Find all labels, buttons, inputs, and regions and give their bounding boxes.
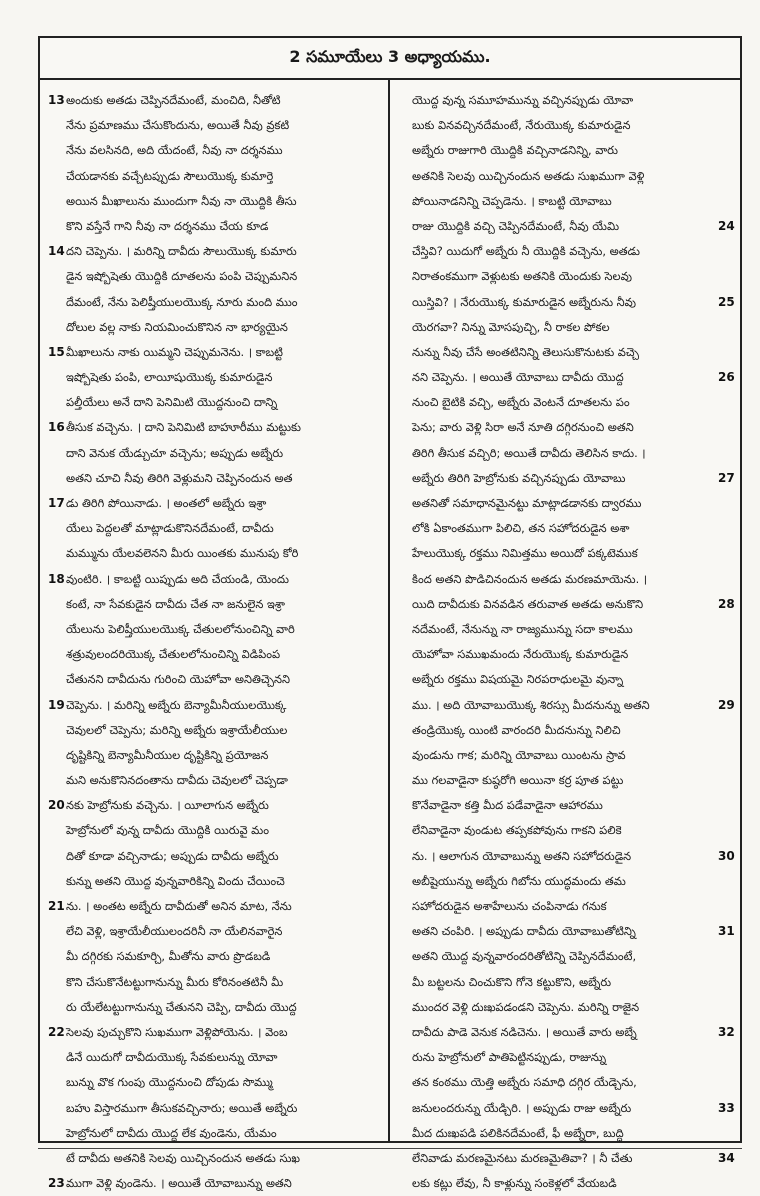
verse-text: దని చెప్పెను. । మరిన్ని దావీదు సౌలుయొక్క కుమారు bbox=[66, 244, 297, 259]
verse-text: యొద్ద వున్న సమూహమున్ను వచ్చినప్పుడు యోవా bbox=[412, 93, 634, 107]
verse-number bbox=[48, 642, 64, 667]
verse-number bbox=[718, 818, 732, 843]
verse-number bbox=[48, 264, 64, 289]
verse-number bbox=[48, 718, 64, 743]
verse-line bbox=[48, 718, 380, 743]
verse-number bbox=[718, 516, 732, 541]
verse-text: అబీషైయున్ను అబ్నేరు గిబోను యుద్ధమందు తమ bbox=[412, 873, 626, 888]
verse-line bbox=[398, 995, 732, 1020]
verse-text: అతనితో సమాధానమైనట్టు మాట్లాడడానకు ద్వారము bbox=[412, 496, 642, 510]
verse-line bbox=[48, 466, 380, 491]
verse-line bbox=[398, 567, 732, 592]
verse-number bbox=[718, 743, 732, 768]
verse-text: నేను వలసినది, అది యేదంటే, నీవు నా దర్శనము bbox=[66, 143, 283, 158]
verse-line bbox=[48, 516, 380, 541]
verse-number bbox=[48, 1070, 64, 1095]
verse-text: ము గలవాడైనా కుష్ఠరోగి అయినా కర్ర పూత పట్టు bbox=[412, 773, 624, 788]
verse-number bbox=[48, 290, 64, 315]
verse-number: 13 bbox=[48, 93, 65, 107]
verse-number bbox=[48, 869, 64, 894]
verse-line bbox=[48, 264, 380, 289]
verse-number: 21 bbox=[48, 899, 65, 913]
verse-line bbox=[48, 844, 380, 869]
verse-number: 29 bbox=[718, 697, 735, 712]
verse-text: శత్రువులందరియొక్క చేతులలోనుంచిన్ని విడిపింప bbox=[66, 647, 281, 662]
verse-number bbox=[48, 189, 64, 214]
verse-text: దితో కూడా వచ్చినాడు; అప్పుడు దావీదు అబ్నేరు bbox=[66, 848, 279, 863]
verse-text: లేనివాడైనా వుండుట తప్పకపోవును గాకని పలికె bbox=[412, 823, 622, 838]
verse-number: 16 bbox=[48, 420, 65, 435]
verse-line bbox=[48, 743, 380, 768]
verse-text: రాజు యొద్దికి వచ్చి చెప్పినదేమంటే, నీవు యేమి bbox=[412, 218, 619, 233]
verse-number: 27 bbox=[718, 470, 735, 485]
verse-text: అతని యొద్ద వున్నవారందరితోటిన్ని చెప్పినదేమంటే, bbox=[412, 949, 637, 964]
verse-number bbox=[48, 541, 64, 566]
verse-line bbox=[398, 466, 735, 491]
verse-line bbox=[48, 441, 380, 466]
verse-text: వుండును గాక; మరిన్ని యోవాబు యింటను స్రావ bbox=[412, 747, 626, 762]
verse-number bbox=[48, 1045, 64, 1070]
verse-text: యేలును పెలిష్తీయులయొక్క చేతులలోనుంచిన్ని వారి bbox=[66, 621, 295, 636]
verse-line bbox=[398, 944, 732, 969]
verse-text: దోలుల వల్ల నాకు నియమించుకొనిన నా భార్యయైన bbox=[66, 319, 288, 334]
verse-number bbox=[718, 491, 732, 516]
verse-line bbox=[398, 365, 735, 390]
verse-number bbox=[48, 516, 64, 541]
verse-number: 14 bbox=[48, 244, 65, 259]
verse-line bbox=[398, 164, 732, 189]
verse-number bbox=[48, 466, 64, 491]
verse-line bbox=[48, 818, 380, 843]
right-column bbox=[390, 80, 740, 1191]
verse-text: ముగా వెళ్లి వుండెను. । అయితే యోవాబున్ను అతని bbox=[66, 1176, 292, 1191]
verse-text: లేనివాడు మరణమైనటు మరణమైతివా? । నీ చేతు bbox=[412, 1150, 633, 1165]
verse-text: జనులందరున్ను యేడ్చిరి. । అప్పుడు రాజు అబ్నేరు bbox=[412, 1100, 632, 1115]
verse-line bbox=[398, 441, 732, 466]
footer-rule bbox=[38, 1148, 742, 1149]
verse-text: చెవులలో చెప్పెను; మరిన్ని అబ్నేరు ఇశ్రాయేలీయుల bbox=[66, 722, 288, 737]
verse-line bbox=[398, 869, 732, 894]
verse-line bbox=[48, 315, 380, 340]
verse-line bbox=[398, 491, 732, 516]
verse-line bbox=[398, 214, 735, 239]
verse-line bbox=[398, 1171, 732, 1196]
verse-line bbox=[48, 995, 380, 1020]
left-column bbox=[40, 80, 390, 1191]
verse-number: 30 bbox=[718, 848, 735, 863]
verse-line bbox=[48, 919, 380, 944]
verse-text: పెను; వారు వెళ్లి సిరా అనే నూతి దగ్గిరనుంచి అతని bbox=[412, 420, 634, 435]
verse-text: దేమంటే, నేను పెలిష్తీయులయొక్క నూరు మంది ముం bbox=[66, 294, 298, 309]
verse-number bbox=[718, 970, 732, 995]
verse-text: మీద దుఃఖపడి పలికినదేమంటే, ఫీ అబ్నేరా, బుద్ధి bbox=[412, 1125, 624, 1140]
verse-line bbox=[398, 88, 732, 113]
verse-number bbox=[48, 1146, 64, 1171]
verse-text: కంటే, నా సేవకుడైన దావీదు చేత నా జనులైన ఇశ్రా bbox=[66, 596, 285, 611]
verse-line bbox=[48, 1070, 380, 1095]
verse-number bbox=[718, 415, 732, 440]
verse-number bbox=[48, 441, 64, 466]
verse-number bbox=[48, 592, 64, 617]
verse-number bbox=[48, 365, 64, 390]
verse-number bbox=[718, 239, 732, 264]
verse-number bbox=[718, 390, 732, 415]
verse-number bbox=[48, 970, 64, 995]
verse-text: కొని చేసుకొనేటట్టుగానున్ను మీరు కోరినంతటినీ మీ bbox=[66, 974, 284, 989]
verse-line bbox=[48, 290, 380, 315]
verse-text: మని అనుకొనినదంతాను దావీదు చెవులలో చెప్పడా bbox=[66, 773, 288, 788]
verse-text: దృష్టికిన్ని బెన్యామీనీయుల దృష్టికిన్ని ప్రయోజన bbox=[66, 747, 269, 762]
verse-line bbox=[398, 1096, 735, 1121]
verse-number bbox=[718, 1070, 732, 1095]
verse-text: టే దావీదు అతనికి సెలవు యిచ్చినందున అతడు సుఖ bbox=[66, 1150, 301, 1165]
verse-line bbox=[48, 239, 380, 264]
verse-line bbox=[398, 264, 732, 289]
verse-line bbox=[398, 818, 732, 843]
verse-line bbox=[398, 1121, 732, 1146]
verse-line bbox=[398, 919, 735, 944]
verse-number: 33 bbox=[718, 1100, 735, 1115]
verse-number bbox=[718, 768, 732, 793]
verse-text: నదేమంటే, నేనున్ను నా రాజ్యమున్ను సదా కాలము bbox=[412, 621, 633, 636]
verse-line bbox=[48, 1045, 380, 1070]
verse-number: 19 bbox=[48, 697, 65, 712]
verse-number bbox=[718, 617, 732, 642]
verse-text: కొనేవాడైనా కత్తి మీద పడేవాడైనా ఆహారము bbox=[412, 798, 603, 813]
verse-text: బుకు వినవచ్చినదేమంటే, నేరుయొక్క కుమారుడైన bbox=[412, 118, 631, 133]
verse-number bbox=[718, 441, 732, 466]
verse-line bbox=[48, 970, 380, 995]
verse-line bbox=[48, 340, 380, 365]
verse-text: దాని వెనుక యేడ్చుచూ వచ్చెను; అప్పుడు అబ్నేరు bbox=[66, 445, 284, 460]
verse-number: 22 bbox=[48, 1024, 65, 1039]
verse-line bbox=[48, 1020, 380, 1045]
verse-text: యెహోవా సముఖమందు నేరుయొక్క కుమారుడైన bbox=[412, 647, 629, 662]
verse-number bbox=[718, 88, 732, 113]
verse-number bbox=[718, 1171, 732, 1196]
verse-line bbox=[48, 390, 380, 415]
verse-line bbox=[48, 693, 380, 718]
verse-number bbox=[718, 1045, 732, 1070]
verse-text: నుంచి బైటికి వచ్చి, అబ్నేరు వెంటనే దూతలను పం bbox=[412, 395, 630, 410]
verse-text: అతని చంపిరి. । అప్పుడు దావీదు యోవాబుతోటిన్ని bbox=[412, 924, 636, 939]
verse-line bbox=[398, 340, 732, 365]
verse-text: హేలుయొక్క రక్తము నిమిత్తము అయిదో పక్కటెముక bbox=[412, 546, 638, 561]
verse-text: అబ్నేరు రక్తము విషయమై నిరపరాధులమై వున్నా bbox=[412, 672, 624, 687]
verse-line bbox=[48, 88, 380, 113]
verse-number bbox=[718, 944, 732, 969]
verse-text: మీఖాలును నాకు యిమ్మని చెప్పుమనెను. । కాబట్టి bbox=[66, 344, 283, 359]
verse-number bbox=[718, 642, 732, 667]
verse-line bbox=[398, 617, 732, 642]
verse-line bbox=[398, 793, 732, 818]
verse-number bbox=[48, 164, 64, 189]
verse-line bbox=[398, 768, 732, 793]
verse-text: కున్ను అతని యొద్ద వున్నవారికిన్ని విందు చేయించె bbox=[66, 873, 285, 888]
verse-text: మమ్మును యేలవలెనని మీరు యింతకు మునుపు కోరి bbox=[66, 546, 299, 561]
verse-number: 26 bbox=[718, 370, 735, 385]
verse-text: చెప్పెను. । మరిన్ని అబ్నేరు బెన్యామీనీయులయొక్క bbox=[66, 697, 287, 712]
verse-line bbox=[398, 1146, 735, 1171]
verse-line bbox=[398, 239, 732, 264]
verse-number bbox=[718, 113, 732, 138]
verse-number bbox=[48, 214, 64, 239]
verse-text: ను. । ఆలాగున యోవాబున్ను అతని సహోదరుడైన bbox=[412, 848, 632, 863]
verse-line bbox=[48, 667, 380, 692]
verse-text: బున్ను వొక గుంపు యొద్దనుంచి దోపుడు సొమ్ము bbox=[66, 1075, 273, 1090]
verse-text: తన కంఠము యెత్తి అబ్నేరు సమాధి దగ్గిర యేడ్చెను, bbox=[412, 1075, 637, 1090]
verse-line bbox=[398, 642, 732, 667]
verse-line bbox=[48, 415, 380, 440]
verse-text: యిది దావీదుకు వినవడిన తరువాత అతడు అనుకొని bbox=[412, 596, 644, 611]
verse-line bbox=[398, 693, 735, 718]
verse-number bbox=[718, 340, 732, 365]
verse-number bbox=[48, 617, 64, 642]
verse-text: తండ్రియొక్క యింటి వారందరి మీదనున్ను నిలిచి bbox=[412, 722, 621, 737]
verse-text: చేయడానకు వచ్చేటప్పుడు సౌలుయొక్క కుమార్తె bbox=[66, 168, 274, 183]
verse-line bbox=[48, 113, 380, 138]
verse-text: హెబ్రోనులో వున్న దావీదు యొద్దికి యిరువై మం bbox=[66, 823, 269, 838]
verse-text: రును హెబ్రోనులో పాతిపెట్టినప్పుడు, రాజున్ను bbox=[412, 1050, 607, 1065]
verse-line bbox=[398, 718, 732, 743]
verse-text: అందుకు అతడు చెప్పినదేమంటే, మంచిది, నీతోటి bbox=[66, 93, 281, 107]
verse-number bbox=[718, 869, 732, 894]
verse-text: ఇష్బోషెతు పంపి, లాయీషుయొక్క కుమారుడైన bbox=[66, 370, 273, 385]
verse-number bbox=[718, 189, 732, 214]
verse-number: 23 bbox=[48, 1176, 65, 1191]
verse-number bbox=[48, 1121, 64, 1146]
verse-text: యిస్తివి? । నేరుయొక్క కుమారుడైన అబ్నేరును నీవు bbox=[412, 294, 637, 309]
verse-text: అబ్నేరు తిరిగి హెబ్రోనుకు వచ్చినప్పుడు యోవాబు bbox=[412, 470, 626, 485]
verse-text: హెబ్రోనులో దావీదు యొద్ద లేక వుండెను, యేమం bbox=[66, 1125, 277, 1140]
verse-line bbox=[398, 315, 732, 340]
verse-number bbox=[718, 894, 732, 919]
verse-line bbox=[48, 642, 380, 667]
chapter-header bbox=[40, 38, 740, 80]
verse-text: రు యేలేటట్టుగానున్ను చేతునని చెప్పి, దావీదు యొద్ద bbox=[66, 999, 297, 1014]
verse-number bbox=[48, 995, 64, 1020]
verse-text: నిరాతంకముగా వెళ్లుటకు అతనికి యెందుకు సెలవు bbox=[412, 269, 632, 284]
verse-text: డైన ఇష్బోషెతు యొద్దికి దూతలను పంపి చెప్పుమనిన bbox=[66, 269, 298, 284]
verse-line bbox=[48, 1096, 380, 1121]
verse-line bbox=[398, 970, 732, 995]
verse-text: వుంటిరి. । కాబట్టి యిప్పుడు అది చేయండి, యెందు bbox=[66, 571, 289, 586]
verse-text: పల్తీయేలు అనే దాని పెనిమిటి యొద్దనుంచి దాన్ని bbox=[66, 395, 278, 410]
verse-line bbox=[398, 415, 732, 440]
verse-line bbox=[48, 189, 380, 214]
verse-text: ము. । అది యోవాబుయొక్క శిరస్సు మీదనున్ను అతని bbox=[412, 697, 650, 712]
verse-number: 32 bbox=[718, 1024, 735, 1039]
verse-line bbox=[48, 541, 380, 566]
verse-number bbox=[48, 743, 64, 768]
verse-number bbox=[48, 390, 64, 415]
verse-text: లేచి వెళ్లి, ఇశ్రాయేలీయులందరినీ నా యేలినవారైన bbox=[66, 924, 283, 939]
verse-number bbox=[48, 818, 64, 843]
verse-text: లోకి ఏకాంతముగా పిలిచి, తన సహోదరుడైన అశా bbox=[412, 521, 630, 536]
verse-line bbox=[48, 365, 380, 390]
verse-line bbox=[48, 1121, 380, 1146]
verse-number bbox=[48, 768, 64, 793]
verse-number bbox=[718, 315, 732, 340]
verse-line bbox=[398, 894, 732, 919]
verse-number bbox=[48, 1096, 64, 1121]
verse-number bbox=[48, 944, 64, 969]
verse-number: 28 bbox=[718, 596, 735, 611]
verse-line bbox=[48, 617, 380, 642]
verse-number: 34 bbox=[718, 1150, 735, 1165]
text-columns bbox=[40, 80, 740, 1191]
verse-text: దావీదు పాడె వెనుక నడిచెను. । అయితే వారు అబ్నే bbox=[412, 1024, 637, 1039]
verse-line bbox=[398, 1045, 732, 1070]
verse-number bbox=[48, 138, 64, 163]
verse-text: సహోదరుడైన అశాహేలును చంపినాడు గనుక bbox=[412, 899, 607, 913]
verse-text: తీసుక వచ్చెను. । దాని పెనిమిటి బాహూరీము మట్టుకు bbox=[66, 420, 301, 435]
verse-line bbox=[398, 743, 732, 768]
verse-text: ముందర వెళ్లి దుఃఖపడండని చెప్పెను. మరిన్ని రాజైన bbox=[412, 999, 640, 1014]
verse-line bbox=[48, 869, 380, 894]
verse-text: అయిన మీఖాలును ముందుగా నీవు నా యొద్దికి తీసు bbox=[66, 193, 297, 208]
verse-line bbox=[48, 1171, 380, 1196]
verse-number bbox=[718, 264, 732, 289]
verse-line bbox=[48, 592, 380, 617]
verse-text: బహు విస్తారముగా తీసుకవచ్చినారు; అయితే అబ్నేరు bbox=[66, 1100, 298, 1115]
bible-page bbox=[38, 36, 742, 1191]
verse-line bbox=[398, 189, 732, 214]
verse-text: అతని చూచి నీవు తిరిగి వెళ్లుమని చెప్పినందున అత bbox=[66, 470, 293, 485]
verse-text: అతనికి సెలవు యిచ్చినందున అతడు సుఖముగా వెళ్లి bbox=[412, 168, 645, 183]
verse-text: కింద అతని పొడిచినందున అతడు మరణమాయెను. । bbox=[412, 571, 648, 586]
verse-line bbox=[48, 894, 380, 919]
verse-line bbox=[48, 793, 380, 818]
verse-line bbox=[398, 113, 732, 138]
verse-number bbox=[48, 315, 64, 340]
verse-number bbox=[718, 164, 732, 189]
verse-text: చేతునని దావీదును గురించి యెహోవా అనితిచ్చెనని bbox=[66, 672, 290, 687]
verse-text: నకు హెబ్రోనుకు వచ్చెను. । యీలాగున అబ్నేరు bbox=[66, 798, 269, 813]
verse-number bbox=[718, 567, 732, 592]
verse-number: 31 bbox=[718, 924, 735, 939]
verse-number bbox=[48, 844, 64, 869]
verse-number: 25 bbox=[718, 294, 735, 309]
chapter-title: 2 సమూయేలు 3 అధ్యాయము. bbox=[289, 46, 491, 66]
verse-line bbox=[48, 1146, 380, 1171]
verse-number: 18 bbox=[48, 571, 65, 586]
verse-text: తిరిగి తీసుక వచ్చిరి; అయితే దావీదు తెలిసిన కాదు. । bbox=[412, 445, 646, 460]
verse-text: మీ బట్టలను చించుకొని గోనె కట్టుకొని, అబ్నేరు bbox=[412, 974, 612, 989]
verse-text: డు తిరిగి పోయినాడు. । అంతలో అబ్నేరు ఇశ్రా bbox=[66, 496, 267, 510]
verse-text: లకు కట్లు లేవు, నీ కాళ్లున్ను సంకెళ్లలో వేయబడి bbox=[412, 1176, 617, 1191]
verse-number bbox=[718, 1121, 732, 1146]
verse-line bbox=[398, 290, 735, 315]
verse-line bbox=[48, 491, 380, 516]
verse-text: పోయినాడనిన్ని చెప్పడెను. । కాబట్టి యోవాబు bbox=[412, 193, 612, 208]
verse-text: సెలవు పుచ్చుకొని సుఖముగా వెళ్లిపోయెను. । వెంబ bbox=[66, 1024, 288, 1039]
verse-number: 17 bbox=[48, 496, 65, 510]
verse-number bbox=[48, 113, 64, 138]
verse-line bbox=[48, 567, 380, 592]
verse-line bbox=[398, 138, 732, 163]
verse-line bbox=[398, 1020, 735, 1045]
verse-text: చేస్తివి? యిదుగో అబ్నేరు నీ యొద్దికి వచ్చెను, అతడు bbox=[412, 244, 640, 259]
verse-number: 15 bbox=[48, 344, 65, 359]
verse-text: మీ దగ్గిరకు సమకూర్చి, మీతోను వారు ప్రొడబడి bbox=[66, 949, 271, 964]
verse-text: యేలు పెద్దలతో మాట్లాడుకొనినదేమంటే, దావీదు bbox=[66, 521, 274, 536]
verse-line bbox=[48, 138, 380, 163]
verse-line bbox=[398, 667, 732, 692]
verse-line bbox=[398, 844, 735, 869]
verse-text: డినే యిదుగో దావీదుయొక్క సేవకులున్ను యోవా bbox=[66, 1050, 278, 1065]
verse-number bbox=[718, 995, 732, 1020]
verse-number bbox=[48, 667, 64, 692]
verse-text: నేను ప్రమాణము చేసుకొందును, అయితే నీవు వ్రకటి bbox=[66, 118, 290, 133]
verse-number bbox=[718, 541, 732, 566]
verse-line bbox=[398, 390, 732, 415]
verse-number bbox=[718, 667, 732, 692]
verse-number: 20 bbox=[48, 798, 65, 813]
verse-line bbox=[48, 768, 380, 793]
verse-text: నున్ను నీవు చేసే అంతటినిన్ని తెలుసుకొనుటకు వచ్చె bbox=[412, 344, 639, 359]
verse-text: యెరగవా? నిన్ను మోసపుచ్చి, నీ రాకల పోకల bbox=[412, 319, 610, 334]
verse-text: ను. । అంతట అబ్నేరు దావీదుతో అనిన మాట, నేను bbox=[66, 899, 292, 913]
verse-number: 24 bbox=[718, 218, 735, 233]
verse-line bbox=[48, 164, 380, 189]
verse-line bbox=[48, 944, 380, 969]
verse-text: నని చెప్పెను. । అయితే యోవాబు దావీదు యొద్ద bbox=[412, 370, 624, 385]
verse-text: అబ్నేరు రాజుగారి యొద్దికి వచ్చినాడనిన్ని, వారు bbox=[412, 143, 618, 158]
verse-number bbox=[718, 718, 732, 743]
verse-number bbox=[718, 793, 732, 818]
verse-text: కొని వస్తేనే గాని నీవు నా దర్శనము చేయ కూడ bbox=[66, 218, 269, 233]
verse-number bbox=[718, 138, 732, 163]
verse-line bbox=[398, 541, 732, 566]
verse-line bbox=[398, 592, 735, 617]
verse-line bbox=[48, 214, 380, 239]
verse-line bbox=[398, 1070, 732, 1095]
verse-number bbox=[48, 919, 64, 944]
verse-line bbox=[398, 516, 732, 541]
